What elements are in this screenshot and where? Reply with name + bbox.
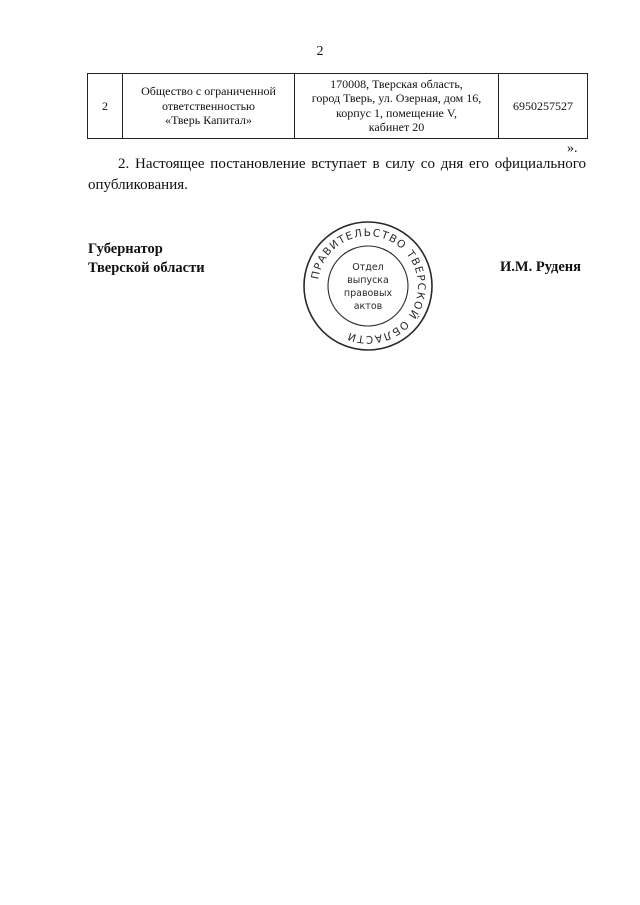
address-line: 170008, Тверская область, — [330, 77, 463, 91]
seal-outer-ring — [304, 222, 432, 350]
inn-cell: 6950257527 — [499, 74, 588, 139]
signer-name: И.М. Руденя — [500, 259, 582, 275]
signer-title-line: Тверской области — [88, 260, 205, 276]
name-line: Общество с ограниченной — [141, 84, 276, 99]
organization-name-cell — [123, 74, 295, 139]
name-line: ответственностью — [161, 98, 256, 113]
address-cell — [295, 74, 499, 139]
signer-title — [88, 240, 205, 278]
name-line: «Тверь Капитал» — [165, 112, 252, 127]
row-number-cell: 2 — [88, 74, 123, 139]
page-number: 2 — [316, 44, 324, 59]
entity-table — [87, 73, 588, 139]
seal-center-line: Отдел — [352, 262, 384, 273]
seal-center-line: правовых — [343, 288, 393, 299]
closing-quote: ». — [567, 141, 578, 156]
signer-title-line: Губернатор — [88, 241, 163, 257]
seal-inner-ring — [328, 246, 408, 326]
table-row — [88, 74, 588, 139]
address-line: город Тверь, ул. Озерная, дом 16, — [311, 91, 482, 106]
address-line: корпус 1, помещение V, — [336, 105, 457, 120]
effective-date-paragraph: 2. Настоящее постановление вступает в силу со дня его официального опубликования. — [88, 156, 586, 193]
seal-center-line: выпуска — [347, 275, 389, 286]
official-seal-stamp — [301, 219, 435, 353]
seal-center-line: актов — [353, 301, 383, 312]
seal-ring-text: ПРАВИТЕЛЬСТВО ТВЕРСКОЙ ОБЛАСТИ — [309, 226, 428, 346]
address-line: кабинет 20 — [368, 120, 425, 135]
